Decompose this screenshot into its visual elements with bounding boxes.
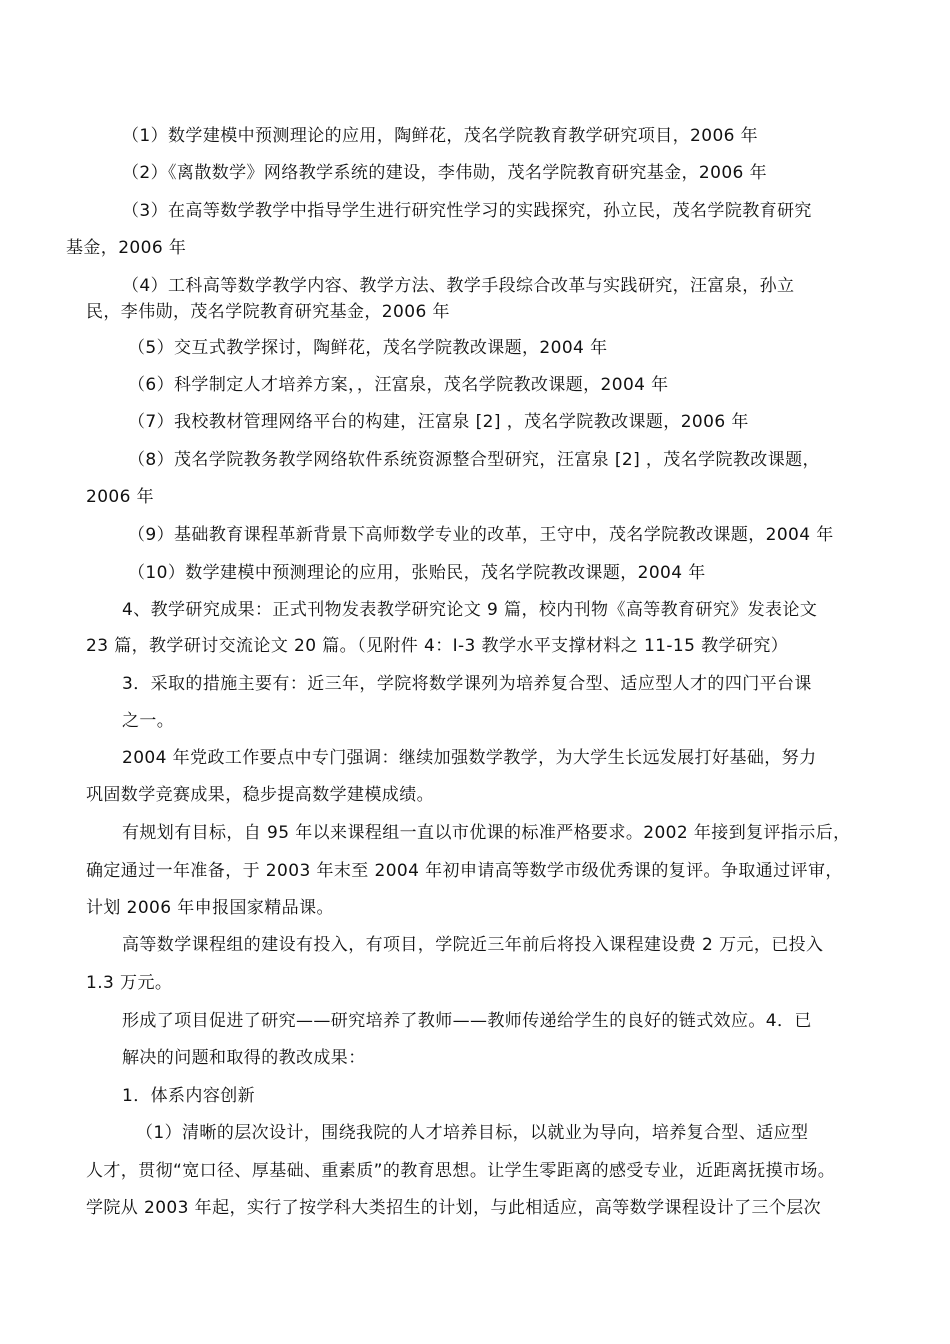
text-line: 高等数学课程组的建设有投入，有项目，学院近三年前后将投入课程建设费 2 万元，已投入 [122,935,824,955]
text-line: （4）工科高等数学教学内容、教学方法、教学手段综合改革与实践研究，汪富泉，孙立 [122,276,795,296]
text-line: 3．采取的措施主要有：近三年，学院将数学课列为培养复合型、适应型人才的四门平台课 [122,674,812,694]
text-line: 1.3 万元。 [86,973,173,993]
text-line: 形成了项目促进了研究——研究培养了教师——教师传递给学生的良好的链式效应。4．已 [122,1011,812,1031]
text-line: 计划 2006 年申报国家精品课。 [86,898,334,918]
text-line: （10）数学建模中预测理论的应用，张贻民，茂名学院教改课题，2004 年 [128,563,706,583]
section-heading: 1．体系内容创新 [122,1086,256,1106]
text-line: （1）清晰的层次设计，围绕我院的人才培养目标，以就业为导向，培养复合型、适应型 [136,1123,809,1143]
text-line: 解决的问题和取得的教改成果： [122,1048,366,1068]
text-line: （2）《离散数学》网络教学系统的建设，李伟勋，茂名学院教育研究基金，2006 年 [122,163,767,183]
text-line: 巩固数学竞赛成果，稳步提高数学建模成绩。 [86,785,434,805]
text-line: （9）基础教育课程革新背景下高师数学专业的改革，王守中，茂名学院教改课题，2004 年 [128,525,834,545]
text-line: 2006 年 [86,487,155,507]
text-line: 有规划有目标，自 95 年以来课程组一直以市优课的标准严格要求。2002 年接到复评指示后， [122,823,851,843]
text-line: （5）交互式教学探讨，陶鲜花，茂名学院教改课题，2004 年 [128,338,608,358]
text-line: 民，李伟勋，茂名学院教育研究基金，2006 年 [86,302,450,322]
text-line: （6）科学制定人才培养方案，，汪富泉，茂名学院教改课题，2004 年 [128,375,669,395]
text-line: 23 篇，教学研讨交流论文 20 篇。（见附件 4：I-3 教学水平支撑材料之 11-15 教学研究） [86,636,789,656]
text-line: （1）数学建模中预测理论的应用，陶鲜花，茂名学院教育教学研究项目，2006 年 [122,126,759,146]
text-line: 2004 年党政工作要点中专门强调：继续加强数学教学，为大学生长远发展打好基础，努力 [122,748,817,768]
text-line: （7）我校教材管理网络平台的构建，汪富泉 [2] ，茂名学院教改课题，2006 年 [128,412,749,432]
text-line: 基金，2006 年 [66,238,187,258]
text-line: 4、教学研究成果：正式刊物发表教学研究论文 9 篇，校内刊物《高等教育研究》发表论文 [122,600,818,620]
text-line: （8）茂名学院教务教学网络软件系统资源整合型研究，汪富泉 [2] ，茂名学院教改课题， [128,450,820,470]
text-line: 确定通过一年准备，于 2003 年末至 2004 年初申请高等数学市级优秀课的复评。争取通过评审， [86,861,843,881]
text-line: 学院从 2003 年起，实行了按学科大类招生的计划，与此相适应，高等数学课程设计了三个层次 [86,1198,822,1218]
text-line: 人才，贯彻“宽口径、厚基础、重素质”的教育思想。让学生零距离的感受专业，近距离抚摸市场。 [86,1161,836,1181]
text-line: 之一。 [122,711,175,731]
text-line: （3）在高等数学教学中指导学生进行研究性学习的实践探究，孙立民，茂名学院教育研究 [122,201,812,221]
